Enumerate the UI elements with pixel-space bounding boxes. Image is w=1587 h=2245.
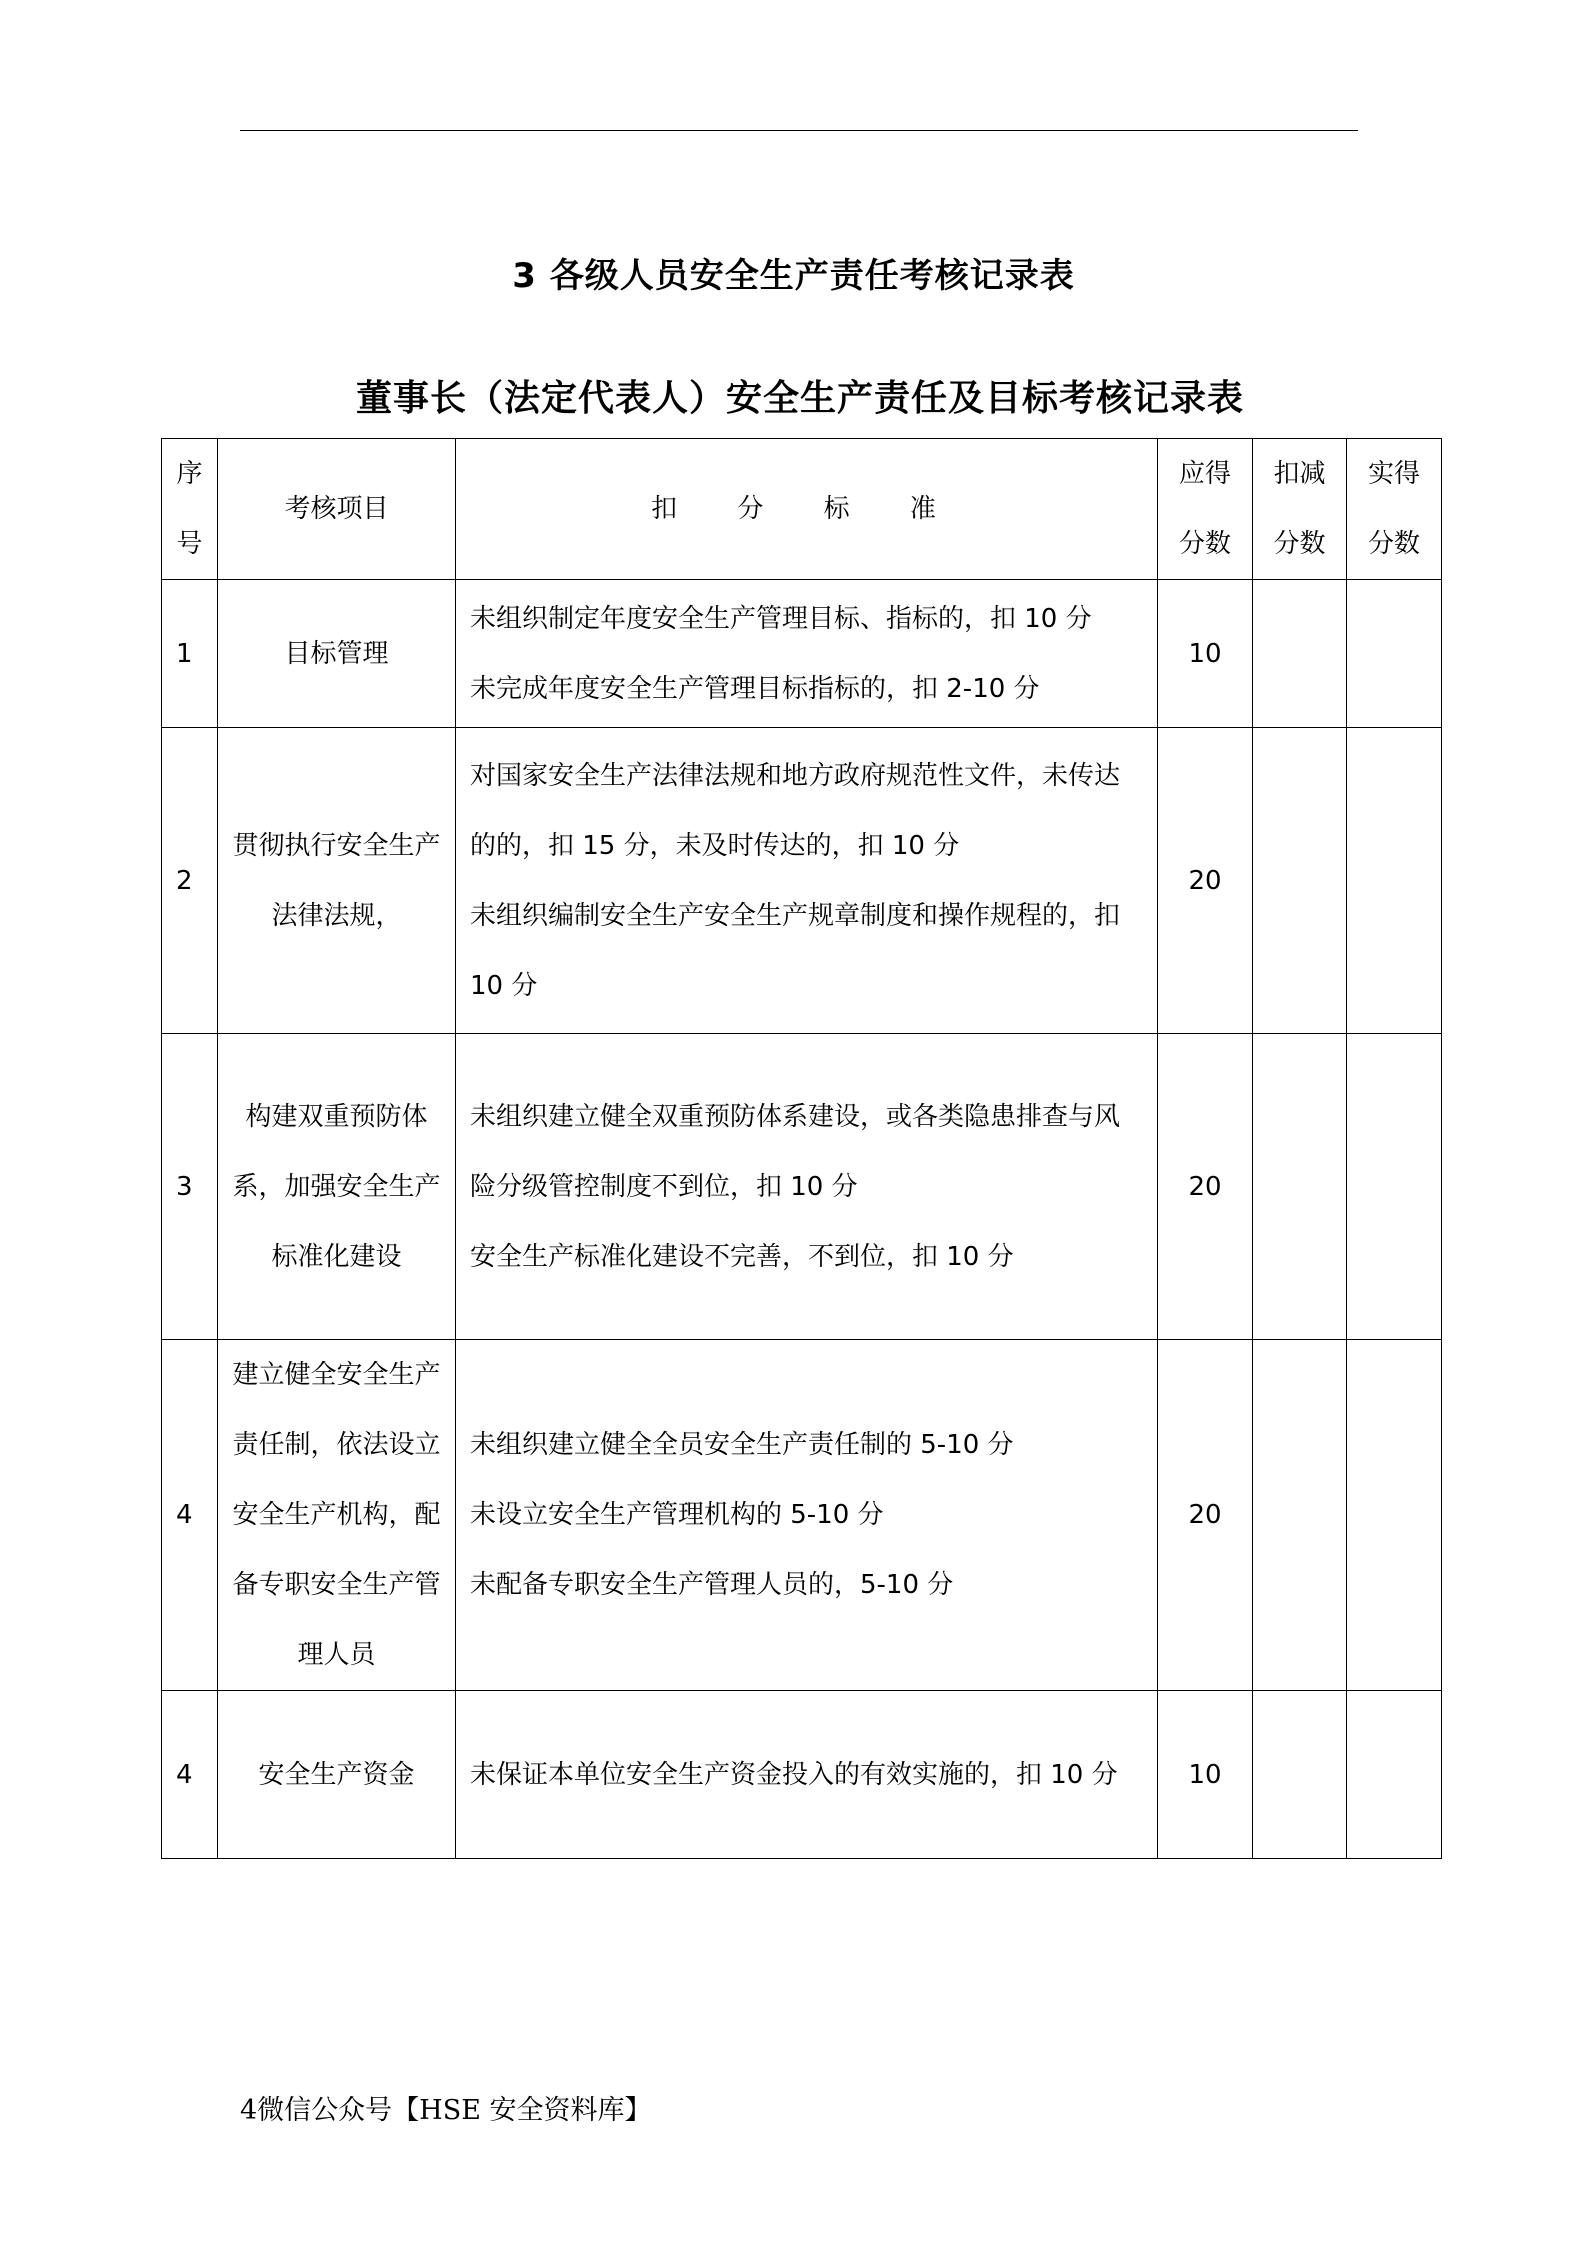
header-actual-line-2: 分数 xyxy=(1367,529,1420,559)
table-row xyxy=(162,580,1442,728)
row-actual-score[interactable] xyxy=(1347,1691,1442,1859)
row-due-score: 20 xyxy=(1158,1034,1253,1340)
row-deducted-score[interactable] xyxy=(1253,1340,1347,1691)
standard-line: 安全生产标准化建设不完善，不到位，扣 10 分 xyxy=(470,1241,1014,1272)
header-actual-score xyxy=(1347,439,1442,580)
row-seq: 2 xyxy=(162,728,218,1034)
standard-line: 未保证本单位安全生产资金投入的有效实施的，扣 10 分 xyxy=(470,1759,1118,1790)
row-item: 贯彻执行安全生产法律法规， xyxy=(218,728,456,1034)
row-standard xyxy=(456,1691,1158,1859)
row-seq: 4 xyxy=(162,1340,218,1691)
row-seq: 1 xyxy=(162,580,218,728)
row-item: 目标管理 xyxy=(218,580,456,728)
row-seq: 4 xyxy=(162,1691,218,1859)
header-standard: 扣 分 标 准 xyxy=(456,439,1158,580)
standard-line: 未组织制定年度安全生产管理目标、指标的，扣 10 分 xyxy=(470,603,1092,634)
assessment-table xyxy=(161,438,1442,1859)
standard-line: 未组织建立健全全员安全生产责任制的 5-10 分 xyxy=(470,1430,1014,1460)
row-deducted-score[interactable] xyxy=(1253,580,1347,728)
table-row xyxy=(162,1691,1442,1859)
row-actual-score[interactable] xyxy=(1347,1340,1442,1691)
row-due-score: 10 xyxy=(1158,1691,1253,1859)
table-title: 董事长（法定代表人）安全生产责任及目标考核记录表 xyxy=(355,378,1244,419)
row-item: 构建双重预防体系，加强安全生产标准化建设 xyxy=(218,1034,456,1340)
standard-line: 未配备专职安全生产管理人员的，5-10 分 xyxy=(470,1570,954,1600)
section-title: 3 各级人员安全生产责任考核记录表 xyxy=(512,256,1075,296)
table-header-row xyxy=(162,439,1442,580)
row-due-score: 10 xyxy=(1158,580,1253,728)
standard-line: 未组织建立健全双重预防体系建设，或各类隐患排查与风险分级管控制度不到位，扣 10 分 xyxy=(470,1101,1121,1202)
header-deducted-line-1: 扣减 xyxy=(1273,459,1326,489)
standard-line: 未完成年度安全生产管理目标指标的，扣 2-10 分 xyxy=(470,673,1040,704)
row-actual-score[interactable] xyxy=(1347,580,1442,728)
header-seq-line-2: 号 xyxy=(176,529,203,559)
row-standard xyxy=(456,728,1158,1034)
header-due-score xyxy=(1158,439,1253,580)
row-deducted-score[interactable] xyxy=(1253,1691,1347,1859)
row-item: 建立健全安全生产责任制，依法设立安全生产机构，配备专职安全生产管理人员 xyxy=(218,1340,456,1691)
row-deducted-score[interactable] xyxy=(1253,728,1347,1034)
table-row xyxy=(162,1034,1442,1340)
header-deducted-line-2: 分数 xyxy=(1273,529,1326,559)
row-standard xyxy=(456,1034,1158,1340)
row-due-score: 20 xyxy=(1158,1340,1253,1691)
row-actual-score[interactable] xyxy=(1347,728,1442,1034)
standard-line: 对国家安全生产法律法规和地方政府规范性文件，未传达的的，扣 15 分，未及时传达的，扣 10 分 xyxy=(470,760,1121,861)
header-actual-line-1: 实得 xyxy=(1367,459,1420,489)
standard-line: 未设立安全生产管理机构的 5-10 分 xyxy=(470,1500,884,1530)
header-seq-line-1: 序 xyxy=(176,459,203,489)
header-seq xyxy=(162,439,218,580)
row-item: 安全生产资金 xyxy=(218,1691,456,1859)
row-deducted-score[interactable] xyxy=(1253,1034,1347,1340)
footer-text: 4微信公众号【HSE 安全资料库】 xyxy=(240,2095,652,2126)
header-rule xyxy=(240,130,1358,131)
row-standard xyxy=(456,580,1158,728)
header-due-line-2: 分数 xyxy=(1178,529,1231,559)
row-actual-score[interactable] xyxy=(1347,1034,1442,1340)
table-row xyxy=(162,1340,1442,1691)
header-item: 考核项目 xyxy=(218,439,456,580)
header-due-line-1: 应得 xyxy=(1178,459,1231,489)
standard-line: 未组织编制安全生产安全生产规章制度和操作规程的，扣 10 分 xyxy=(470,900,1121,1001)
row-seq: 3 xyxy=(162,1034,218,1340)
row-standard xyxy=(456,1340,1158,1691)
row-due-score: 20 xyxy=(1158,728,1253,1034)
header-deducted-score xyxy=(1253,439,1347,580)
table-row xyxy=(162,728,1442,1034)
